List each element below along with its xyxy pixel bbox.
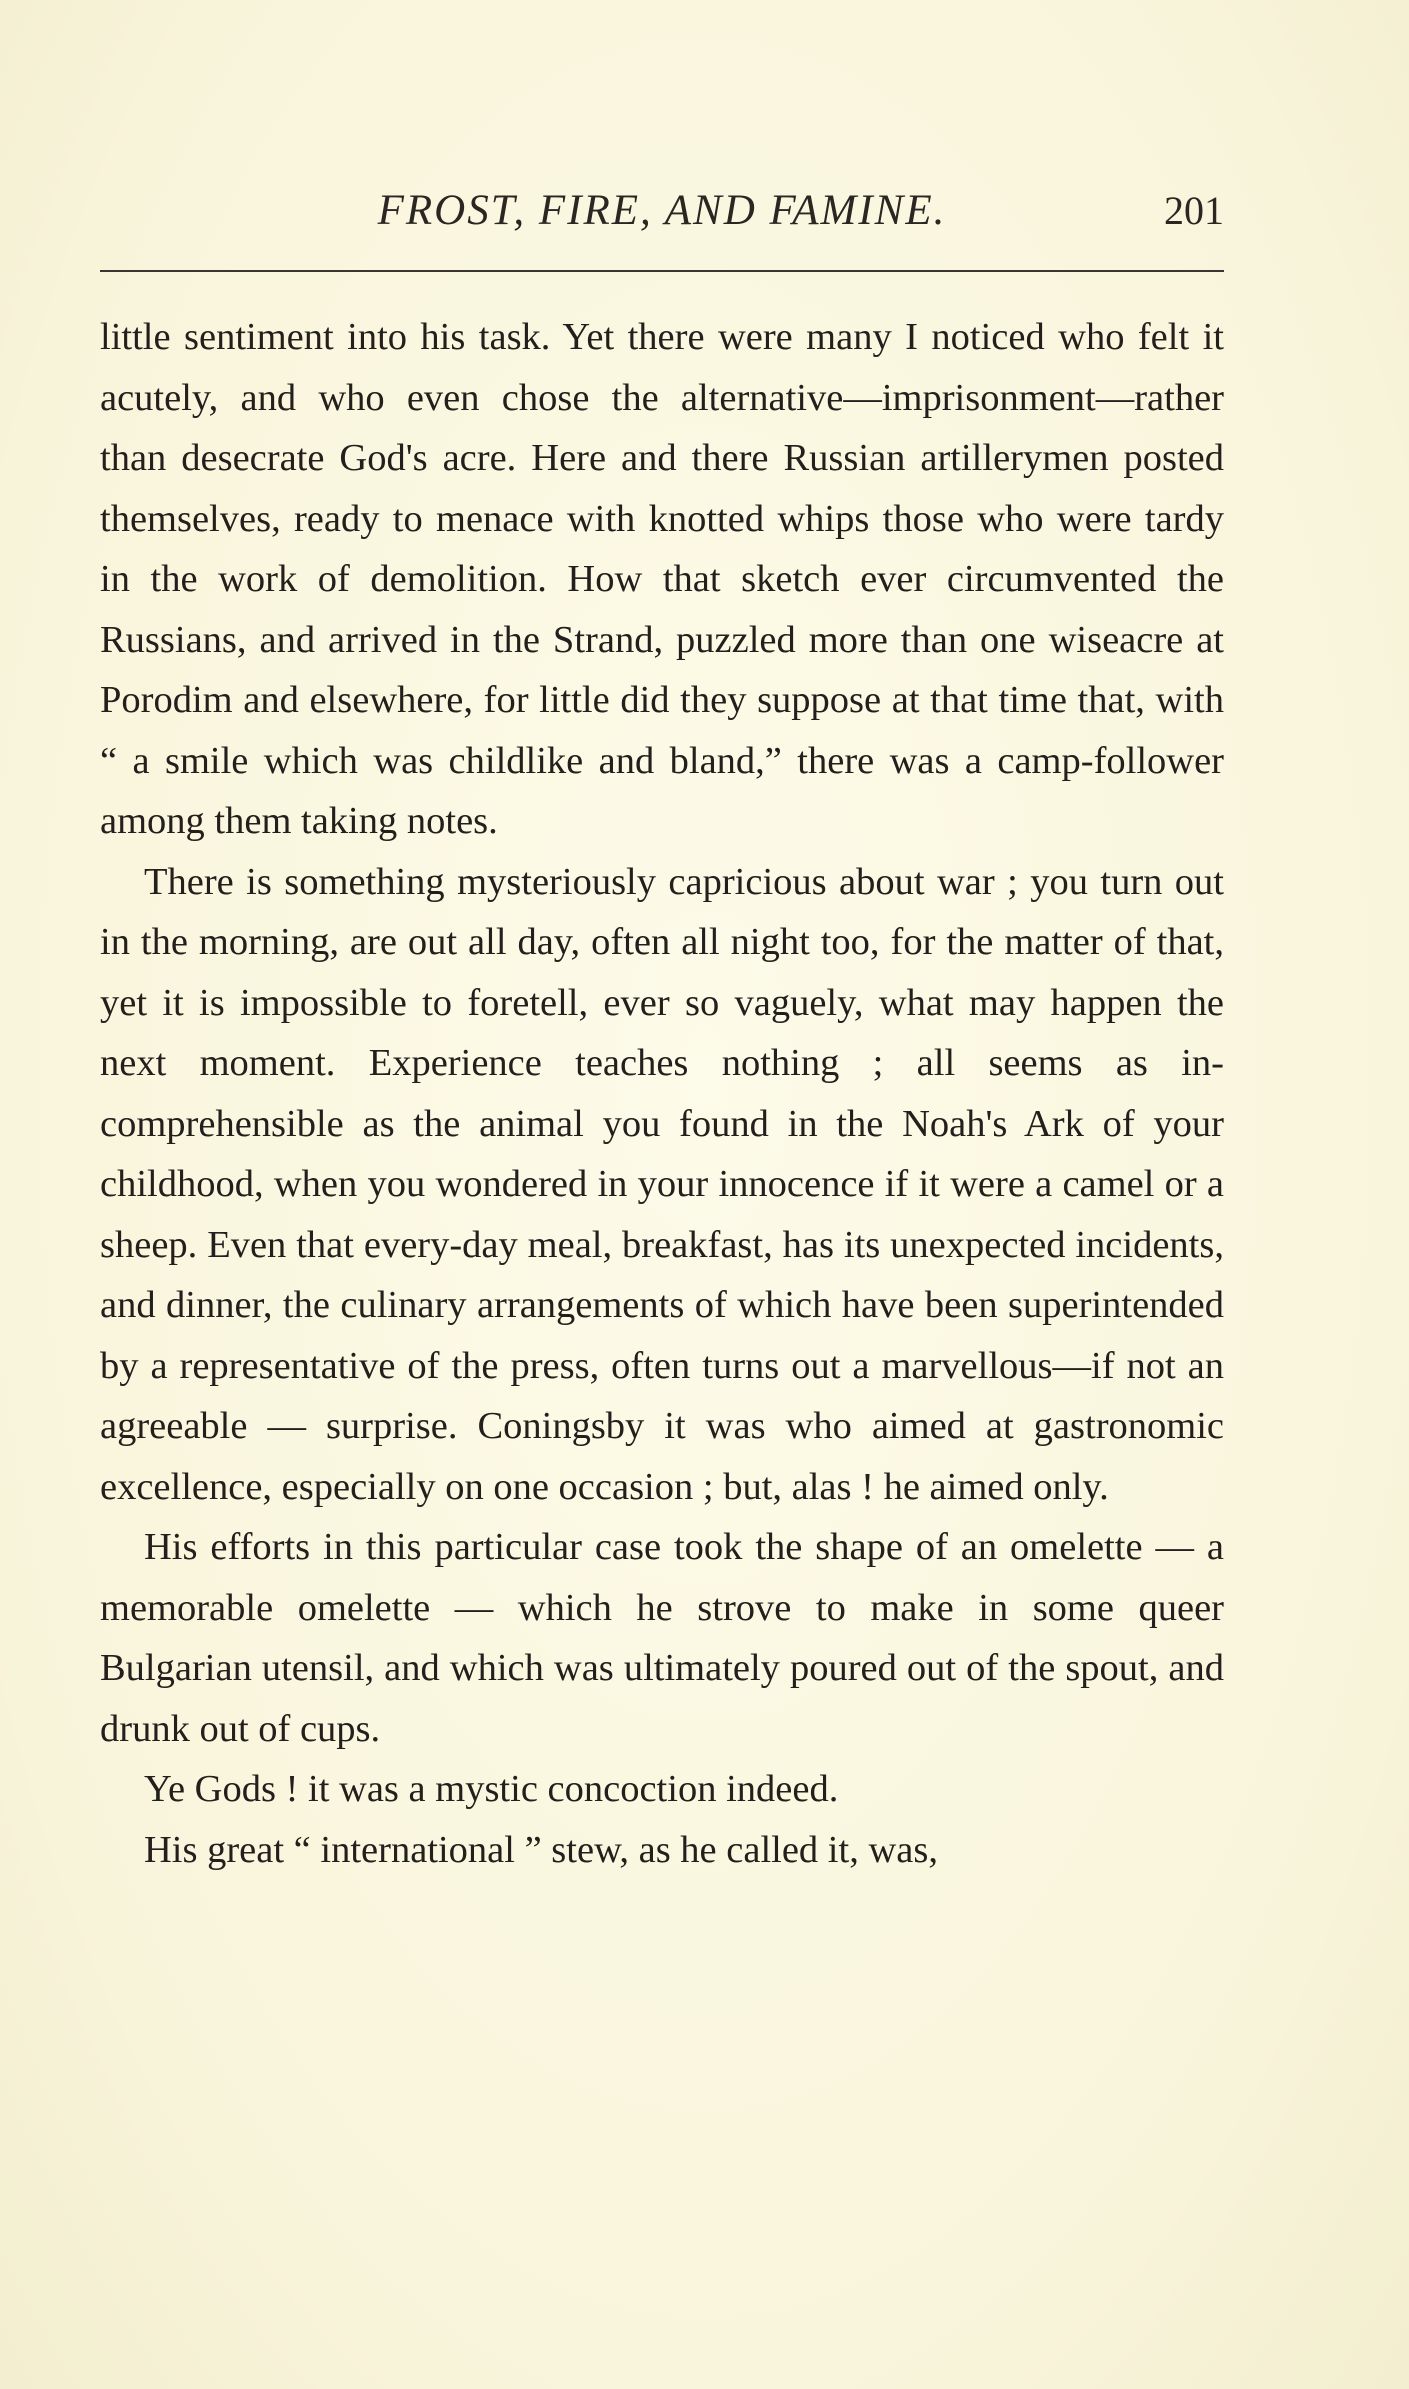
paragraph-2: There is something mysteriously capricious about war ; you turn out in the morning, are out all day, often all night too, for the matter of that, yet it is impossible to foretell, ever so vaguely, what may happen the next moment. Experience teaches nothing ; all seems as incomprehensible as the animal you found in the Noah's Ark of your childhood, when you wondered in your innocence if it were a camel or a sheep. Even that every-day meal, breakfast, has its unexpected incidents, and dinner, the culinary arrangements of which have been superintended by a representative of the press, often turns out a marvellous—if not an agreeable — surprise. Coningsby it was who aimed at gastronomic excellence, especially on one occasion ; but, alas ! he aimed only. [100,860,1224,1508]
header-rule [100,270,1224,272]
paragraph-1: little sentiment into his task. Yet there were many I noticed who felt it acutely, and who even chose the alternative—imprisonment—rather than desecrate God's acre. Here and there Russian artillerymen posted themselves, ready to menace with knotted whips those who were tardy in the work of demolition. How that sketch ever circumvented the Russians, and arrived in the Strand, puzzled more than one wiseacre at Porodim and elsewhere, for little did they suppose at that time that, with “ a smile which was childlike and bland,” there was a camp-follower among them taking notes. [100,316,1224,842]
paragraph-4: Ye Gods ! it was a mystic concoction indeed. [144,1768,839,1810]
running-title: FROST, FIRE, AND FAMINE. [377,187,947,234]
body-text [100,307,1224,1880]
page-number: 201 [1164,188,1224,233]
paragraph-3: His efforts in this particular case took the shape of an omelette — a memorable omelette — which he strove to make in some queer Bulgarian utensil, and which was ultimately poured out of the spout, and drunk out of cups. [100,1526,1224,1750]
paragraph-5: His great “ international ” stew, as he called it, was, [144,1828,938,1871]
running-header [100,176,1224,246]
